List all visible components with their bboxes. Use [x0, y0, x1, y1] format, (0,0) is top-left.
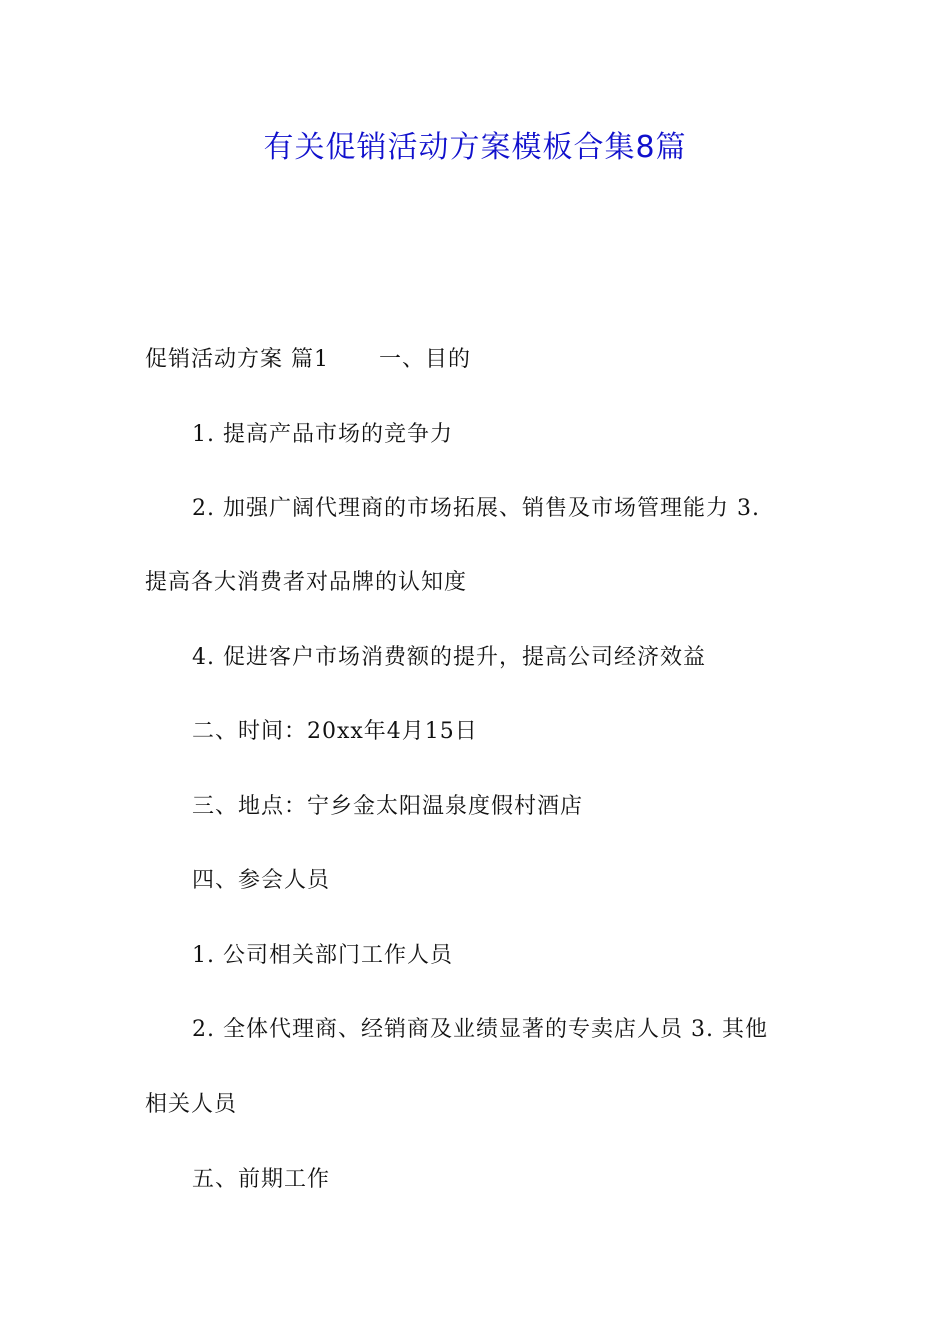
paragraph-line: 二、时间：20xx年4月15日 [192, 719, 478, 744]
paragraph-line: 相关人员 [145, 1092, 238, 1117]
paragraph-line: 四、参会人员 [192, 868, 331, 893]
paragraph-line: 1. 提高产品市场的竞争力 [192, 422, 453, 447]
paragraph-line: 三、地点：宁乡金太阳温泉度假村酒店 [192, 794, 584, 819]
paragraph-line: 提高各大消费者对品牌的认知度 [145, 570, 468, 595]
document-title: 有关促销活动方案模板合集8篇 [263, 130, 687, 165]
paragraph-line: 1. 公司相关部门工作人员 [192, 943, 453, 968]
paragraph-line: 2. 加强广阔代理商的市场拓展、销售及市场管理能力 3. [192, 496, 760, 521]
paragraph-line: 2. 全体代理商、经销商及业绩显著的专卖店人员 3. 其他 [192, 1017, 768, 1042]
paragraph-line: 五、前期工作 [192, 1167, 331, 1192]
paragraph-line [145, 345, 471, 375]
section-subheading: 一、目的 [379, 347, 472, 372]
section-heading: 促销活动方案 篇1 [145, 347, 329, 372]
paragraph-line: 4. 促进客户市场消费额的提升，提高公司经济效益 [192, 645, 706, 670]
